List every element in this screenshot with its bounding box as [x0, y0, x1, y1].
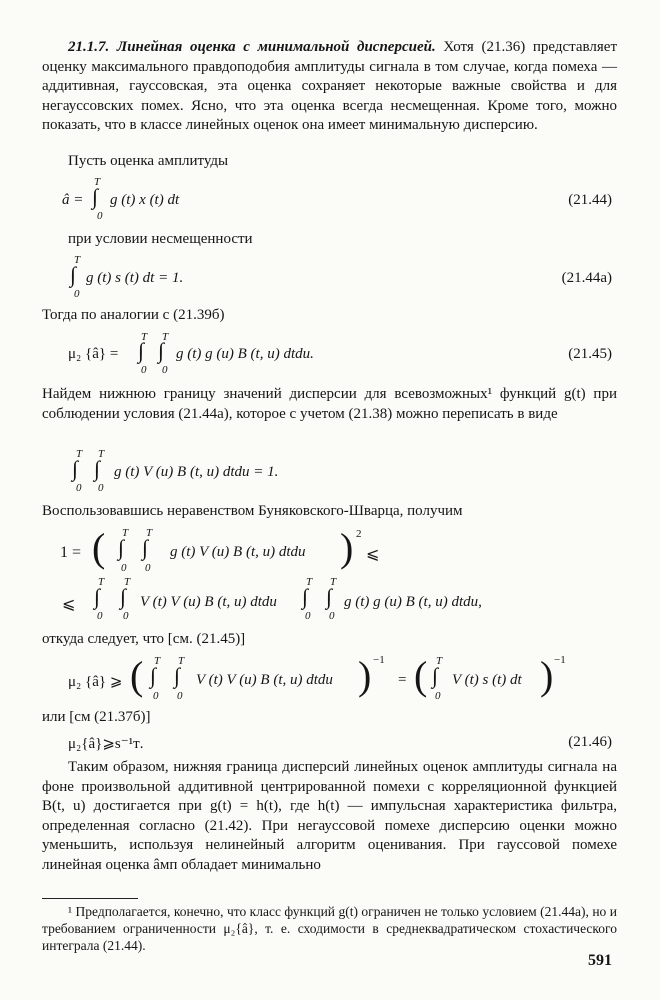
eq7-body1: V (t) V (u) B (t, u) dtdu: [196, 672, 333, 688]
eq6-upper-3: T: [306, 576, 313, 588]
equation-21-44a: [0, 256, 660, 302]
eq2-body: g (t) s (t) dt = 1.: [86, 270, 184, 286]
page-number: 591: [588, 952, 612, 969]
integral-sign: ∫: [92, 184, 99, 209]
left-paren: (: [92, 525, 106, 570]
eq7-lower-3: 0: [435, 690, 441, 702]
eq4-body: g (t) V (u) B (t, u) dtdu = 1.: [114, 464, 279, 480]
integral-sign: ∫: [138, 338, 145, 363]
section-heading: 21.1.7. Линейная оценка с минимальной дисперсией.: [68, 39, 436, 55]
eq2-upper: T: [74, 254, 81, 266]
equation-bound: [0, 654, 660, 712]
footnote-divider: [42, 898, 138, 899]
right-paren: ): [358, 653, 372, 698]
eq6-upper-2: T: [124, 576, 131, 588]
paragraph-hence: откуда следует, что [см. (21.45)]: [42, 631, 246, 647]
integral-sign: ∫: [326, 584, 333, 609]
eq3-lower-2: 0: [162, 364, 168, 376]
left-paren: (: [414, 653, 428, 698]
eq7-upper-2: T: [178, 655, 185, 667]
eq5-lower-2: 0: [145, 562, 151, 574]
eq7-body2: V (t) s (t) dt: [452, 672, 522, 688]
paragraph-intro: [42, 38, 617, 136]
eq1-lower: 0: [97, 210, 103, 222]
eq7-upper-3: T: [436, 655, 443, 667]
eq7-upper-1: T: [154, 655, 161, 667]
right-paren: ): [540, 653, 554, 698]
integral-sign: ∫: [150, 663, 157, 688]
eq5-exponent: 2: [356, 528, 362, 540]
intro-text: Хотя (21.36) представляет оценку максимального правдоподобия амплитуды сигнала в том случае, когда помеха — аддитивная, гауссовская, эта оценка сохраняет некоторые важные свойства и для негауссовских помех. Ясно, что эта оценка всегда несмещенная. Кроме того, можно показать, что в классе линейных оценок она имеет минимальную дисперсию.: [42, 39, 617, 133]
paragraph-unbiased: при условии несмещенности: [68, 231, 253, 247]
eq7-lower-1: 0: [153, 690, 159, 702]
integral-sign: ∫: [70, 262, 77, 287]
paragraph-conclusion: Таким образом, нижняя граница дисперсий линейных оценок амплитуды сигнала на фоне произвольной аддитивной центрированной помехи с корреляционной функцией B(t, u) достигается при g(t) = h(t), где h(t) — импульсная характеристика фильтра, определенная согласно (21.42). При негауссовой помехе дисперсию оценки можно уменьшить, используя нелинейный алгоритм оценивания. При гауссовой помехе линейная оценка âмп обладает минимально: [42, 759, 617, 873]
eq6-body2: g (t) g (u) B (t, u) dtdu,: [344, 594, 482, 610]
equation-21-45: [0, 330, 660, 380]
eq7-lower-2: 0: [177, 690, 183, 702]
eq1-upper: T: [94, 176, 101, 188]
eq6-upper-1: T: [98, 576, 105, 588]
eq5-body: g (t) V (u) B (t, u) dtdu: [170, 544, 306, 560]
paragraph-let: Пусть оценка амплитуды: [68, 153, 229, 169]
eq2-number: (21.44а): [561, 270, 612, 286]
equation-cauchy-line1: [0, 526, 660, 582]
eq4-lower-1: 0: [76, 482, 82, 494]
eq5-lhs: 1 =: [60, 544, 82, 561]
equation-cauchy-line2: [0, 576, 660, 636]
eq4-upper-1: T: [76, 448, 83, 460]
eq3-number: (21.45): [568, 346, 612, 362]
eq8-body: μ₂{â}⩾s⁻¹ᴛ.: [68, 736, 144, 752]
eq6-lhs: ⩽: [62, 596, 76, 613]
equation-condition: [0, 448, 660, 498]
eq1-number: (21.44): [568, 192, 612, 208]
eq4-lower-2: 0: [98, 482, 104, 494]
integral-sign: ∫: [94, 584, 101, 609]
integral-sign: ∫: [72, 456, 79, 481]
eq7-equals: =: [398, 672, 407, 688]
eq6-lower-2: 0: [123, 610, 129, 622]
left-paren: (: [130, 653, 144, 698]
eq3-upper-2: T: [162, 331, 169, 343]
paragraph-analogy: Тогда по аналогии с (21.39б): [42, 307, 225, 323]
eq3-lhs: μ₂ {â} =: [68, 346, 119, 362]
paragraph-or: или [см (21.37б)]: [42, 709, 151, 725]
eq3-upper-1: T: [141, 331, 148, 343]
eq6-lower-1: 0: [97, 610, 103, 622]
eq3-body: g (t) g (u) B (t, u) dtdu.: [176, 346, 314, 362]
integral-sign: ∫: [158, 338, 165, 363]
eq4-upper-2: T: [98, 448, 105, 460]
eq2-lower: 0: [74, 288, 80, 300]
equation-21-46: [0, 732, 660, 754]
eq6-lower-3: 0: [305, 610, 311, 622]
eq7-exponent2: −1: [554, 654, 566, 666]
eq1-lhs: â =: [62, 192, 84, 208]
integral-sign: ∫: [118, 535, 125, 560]
integral-sign: ∫: [142, 535, 149, 560]
eq6-upper-4: T: [330, 576, 337, 588]
eq5-upper-2: T: [146, 527, 153, 539]
eq7-exponent: −1: [373, 654, 385, 666]
integral-sign: ∫: [432, 663, 439, 688]
paragraph-lower-bound: Найдем нижнюю границу значений дисперсии для всевозможных¹ функций g(t) при соблюдении условия (21.44а), которое с учетом (21.38) можно переписать в виде: [42, 386, 617, 422]
paragraph-cauchy: Воспользовавшись неравенством Буняковского-Шварца, получим: [42, 503, 463, 519]
eq7-lhs: μ₂ {â} ⩾: [68, 674, 123, 690]
eq5-lower-1: 0: [121, 562, 127, 574]
eq5-relation: ⩽: [366, 546, 380, 563]
integral-sign: ∫: [302, 584, 309, 609]
eq6-lower-4: 0: [329, 610, 335, 622]
equation-21-44: [0, 178, 660, 224]
eq8-number: (21.46): [568, 734, 612, 750]
integral-sign: ∫: [94, 456, 101, 481]
right-paren: ): [340, 525, 354, 570]
footnote: ¹ Предполагается, конечно, что класс функций g(t) ограничен не только условием (21.44а), но и требованием ограниченности μ₂{â}, т. е. сходимости в среднеквадратическом стохастического интеграла (21.44).: [42, 904, 617, 953]
eq1-body: g (t) x (t) dt: [110, 192, 180, 208]
eq5-upper-1: T: [122, 527, 129, 539]
integral-sign: ∫: [174, 663, 181, 688]
integral-sign: ∫: [120, 584, 127, 609]
eq6-body1: V (t) V (u) B (t, u) dtdu: [140, 594, 277, 610]
eq3-lower-1: 0: [141, 364, 147, 376]
